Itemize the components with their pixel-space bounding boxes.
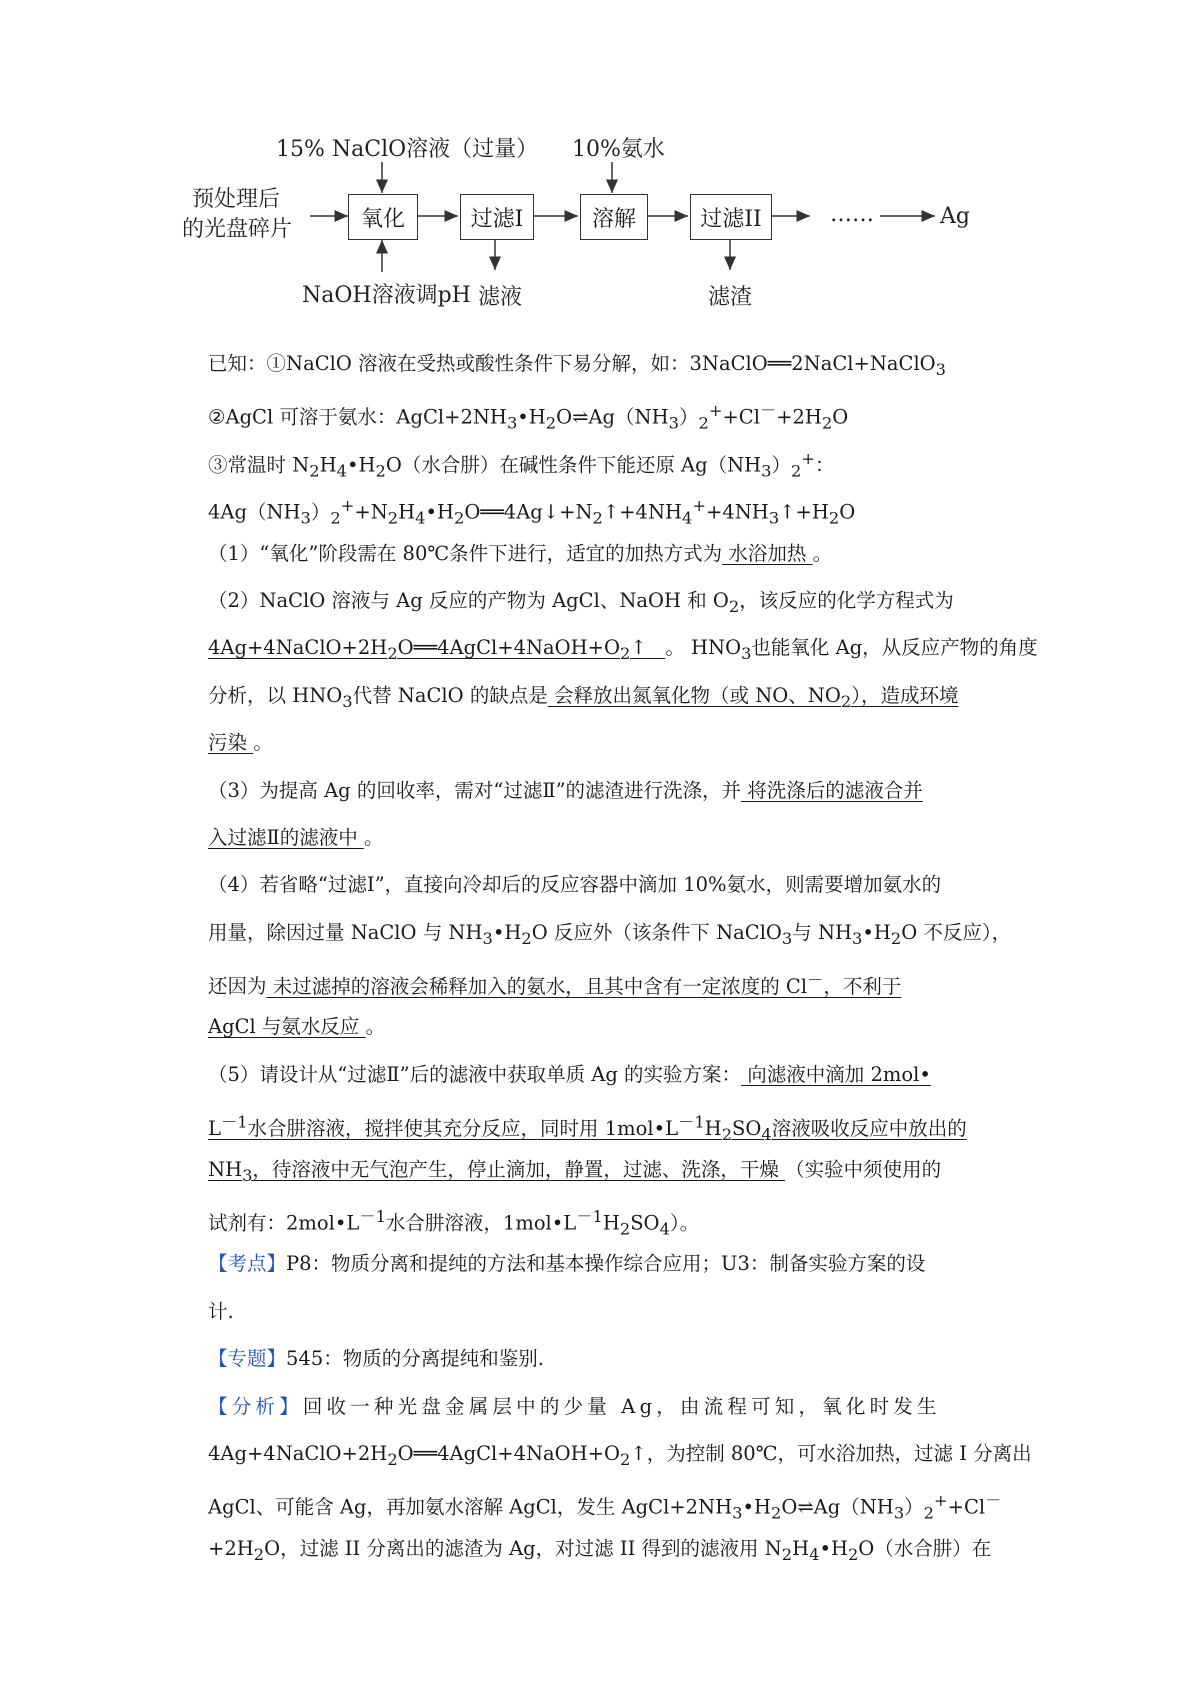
answer-3: 将洗涤后的滤液合并 [741, 778, 923, 802]
flow-product-ag: Ag [940, 204, 970, 229]
question-3-line-1: （3）为提高 Ag 的回收率，需对“过滤Ⅱ”的滤渣进行洗涤，并 将洗涤后的滤液合并 [208, 778, 923, 802]
answer-1: 水浴加热 [722, 541, 813, 565]
flow-input-label-2: 的光盘碎片 [182, 217, 293, 242]
flow-input-label-1: 预处理后 [192, 187, 281, 212]
question-5-line-4: 试剂有：$2mol•L^{-1}$水合肼溶液，$1mol•L^{-1}H_2SO_4$）。 [208, 1207, 700, 1239]
known-line-2: ②AgCl 可溶于氨水：$AgCl+2NH_3•H_2O\rightleftharpoons Ag(NH_3)_2^++Cl^-+2H_2O$ [208, 401, 849, 433]
flow-output-residue: 滤渣 [708, 285, 753, 310]
fenxi-line-3: AgCl、可能含 Ag，再加氨水溶解 AgCl，发生 $AgCl+2NH_3•H_2O\rightleftharpoons Ag(NH_3)_2^++Cl^-$ [208, 1491, 1002, 1523]
question-2-line-4: 污染 。 [208, 731, 273, 755]
kaodian-tag: 【考点】 [208, 1252, 287, 1276]
question-4-line-4: AgCl 与氨水反应 。 [208, 1015, 386, 1039]
fenxi-line-4: $+2H_2O$，过滤 II 分离出的滤渣为 Ag，对过滤 II 得到的滤液用 $N_2H_4•H_2O$（水合肼）在 [208, 1536, 992, 1564]
question-1: （1）“氧化”阶段需在 80℃条件下进行，适宜的加热方式为 水浴加热 。 [208, 541, 833, 565]
question-4-line-3: 还因为 未过滤掉的溶液会稀释加入的氨水，且其中含有一定浓度的 Cl－，不利于 [208, 970, 902, 998]
known-line-4: $4Ag(NH_3)_2^++N_2H_4•H_2O══4Ag↓+N_2↑+4NH_4^++4NH_3↑+H_2O$ [208, 496, 856, 528]
question-3-line-2: 入过滤Ⅱ的滤液中 。 [208, 825, 384, 849]
flow-output-filtrate: 滤液 [478, 285, 523, 310]
question-2-line-2: $4Ag+4NaClO+2H_2O══4AgCl+4NaOH+O_2↑$ 。 $HNO_3$也能氧化 Ag，从反应产物的角度 [208, 636, 1038, 664]
question-5-line-1: （5）请设计从“过滤Ⅱ”后的滤液中获取单质 Ag 的实验方案： 向滤液中滴加 2mol• [208, 1062, 931, 1086]
answer-2-drawback: 会释放出氮氧化物（或 NO、$NO_2$），造成环境 [547, 683, 959, 711]
zhuanti-line: 【专题】545：物质的分离提纯和鉴别. [208, 1347, 544, 1371]
kaodian-line-1: 【考点】P8：物质分离和提纯的方法和基本操作综合应用；U3：制备实验方案的设 [208, 1252, 926, 1276]
known-line-1: 已知：①NaClO 溶液在受热或酸性条件下易分解，如：3NaClO══2NaCl+NaClO$_3$ [208, 352, 947, 379]
answer-5: 向滤液中滴加 2mol• [741, 1062, 931, 1086]
flow-reagent-naclo: 15% NaClO溶液（过量） [276, 137, 539, 162]
document-body [208, 340, 1038, 1572]
flow-box-dissolve: 溶解 [580, 194, 648, 240]
fenxi-line-1: 【分析】回收一种光盘金属层中的少量 Ag，由流程可知，氧化时发生 [208, 1394, 941, 1418]
fenxi-line-2: $4Ag+4NaClO+2H_2O══4AgCl+4NaOH+O_2↑$，为控制 80℃，可水浴加热，过滤 I 分离出 [208, 1441, 1032, 1469]
question-2-line-1: （2）NaClO 溶液与 Ag 反应的产物为 AgCl、NaOH 和 $O_2$，该反应的化学方程式为 [208, 588, 954, 616]
question-5-line-3: $NH_3$，待溶液中无气泡产生，停止滴加，静置，过滤、洗涤，干燥 （实验中须使用的 [208, 1157, 942, 1185]
answer-4: 未过滤掉的溶液会稀释加入的氨水，且其中含有一定浓度的 Cl－，不利于 [266, 970, 902, 998]
flow-ellipsis: …… [830, 202, 874, 227]
question-2-line-3: 分析，以 $HNO_3$代替 NaClO 的缺点是 会释放出氮氧化物（或 NO、$NO_2$），造成环境 [208, 683, 959, 711]
question-4-line-2: 用量，除因过量 NaClO 与 $NH_3•H_2O$ 反应外（该条件下 NaClO$_3$与 $NH_3•H_2O$ 不反应）， [208, 920, 1012, 948]
flow-box-filter-1: 过滤I [460, 194, 534, 240]
process-flowchart [182, 120, 1050, 335]
zhuanti-tag: 【专题】 [208, 1347, 287, 1371]
question-5-line-2: $L^{-1}$水合肼溶液，搅拌使其充分反应，同时用 $1mol•L^{-1}H_2SO_4$溶液吸收反应中放出的 [208, 1112, 967, 1144]
answer-2-equation: $4Ag+4NaClO+2H_2O══4AgCl+4NaOH+O_2↑$ [208, 636, 647, 664]
question-4-line-1: （4）若省略“过滤Ⅰ”，直接向冷却后的反应容器中滴加 10%氨水，则需要增加氨水的 [208, 873, 942, 897]
flow-reagent-ammonia: 10%氨水 [572, 137, 665, 162]
known-line-3: ③常温时 $N_2H_4•H_2O$（水合肼）在碱性条件下能还原 $Ag(NH_3)_2^+$： [208, 448, 835, 481]
flow-reagent-naoh: NaOH溶液调pH [302, 283, 471, 308]
kaodian-line-2: 计. [208, 1299, 234, 1323]
flow-box-oxidize: 氧化 [348, 194, 418, 240]
fenxi-tag: 【分析】 [208, 1394, 303, 1418]
flow-box-filter-2: 过滤II [690, 194, 772, 240]
